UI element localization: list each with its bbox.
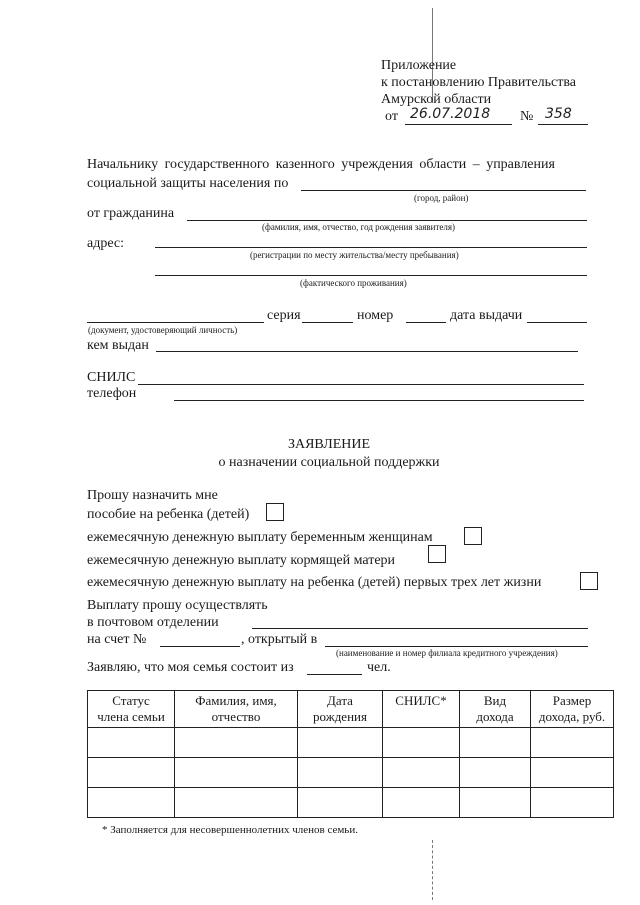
option-pregnant-checkbox[interactable] bbox=[464, 527, 482, 545]
actual-address-hint: (фактического проживания) bbox=[300, 278, 407, 288]
table-cell[interactable] bbox=[88, 788, 175, 818]
table-cell[interactable] bbox=[531, 728, 614, 758]
table-cell[interactable] bbox=[298, 788, 383, 818]
post-office-field[interactable] bbox=[252, 628, 588, 629]
statement-subtitle: о назначении социальной поддержки bbox=[218, 455, 440, 470]
table-cell[interactable] bbox=[460, 758, 531, 788]
citizen-field[interactable] bbox=[187, 220, 587, 221]
table-header-row bbox=[88, 691, 614, 728]
payment-intro: Выплату прошу осуществлять bbox=[87, 598, 268, 613]
table-cell[interactable] bbox=[383, 788, 460, 818]
snils-label: СНИЛС bbox=[87, 370, 136, 385]
appendix-date-handwritten: 26.07.2018 bbox=[410, 106, 491, 122]
table-cell[interactable] bbox=[531, 758, 614, 788]
number-label: номер bbox=[357, 308, 394, 323]
option-pregnant-label: ежемесячную денежную выплату беременным женщинам bbox=[87, 530, 433, 545]
table-cell[interactable] bbox=[88, 758, 175, 788]
issued-by-label: кем выдан bbox=[87, 338, 149, 353]
table-cell[interactable] bbox=[88, 728, 175, 758]
issue-date-field[interactable] bbox=[527, 322, 587, 323]
option-child-benefit-label: пособие на ребенка (детей) bbox=[87, 507, 250, 522]
district-hint: (город, район) bbox=[414, 193, 469, 203]
table-cell[interactable] bbox=[298, 758, 383, 788]
table-cell[interactable] bbox=[460, 788, 531, 818]
appendix-region: Амурской области bbox=[381, 92, 492, 107]
table-row bbox=[88, 788, 614, 818]
citizen-hint: (фамилия, имя, отчество, год рождения заявителя) bbox=[262, 222, 456, 232]
option-nursing-checkbox[interactable] bbox=[428, 545, 446, 563]
document-field[interactable] bbox=[87, 322, 264, 323]
document-hint: (документ, удостоверяющий личность) bbox=[88, 325, 238, 335]
addressee-line2: социальной защиты населения по bbox=[87, 176, 289, 191]
post-office-label: в почтовом отделении bbox=[87, 615, 219, 630]
family-suffix: чел. bbox=[367, 660, 391, 675]
header-income-amount: Размер дохода, руб. bbox=[531, 691, 614, 728]
account-field[interactable] bbox=[160, 646, 240, 647]
from-citizen-label: от гражданина bbox=[87, 206, 175, 221]
appendix-number-prefix: № bbox=[520, 109, 534, 124]
series-label: серия bbox=[267, 308, 301, 323]
series-field[interactable] bbox=[302, 322, 353, 323]
district-field[interactable] bbox=[301, 190, 586, 191]
header-birth-date: Дата рождения bbox=[298, 691, 383, 728]
table-cell[interactable] bbox=[460, 728, 531, 758]
bank-hint: (наименование и номер филиала кредитного учреждения) bbox=[336, 648, 558, 658]
option-child-benefit-checkbox[interactable] bbox=[266, 503, 284, 521]
appendix-date-prefix: от bbox=[385, 109, 398, 124]
snils-field[interactable] bbox=[138, 384, 584, 385]
table-cell[interactable] bbox=[175, 728, 298, 758]
header-status: Статус члена семьи bbox=[88, 691, 175, 728]
header-snils: СНИЛС* bbox=[383, 691, 460, 728]
addressee-line1: Начальнику государственного казенного учреждения области – управления bbox=[87, 157, 555, 172]
statement-title: ЗАЯВЛЕНИЕ bbox=[287, 437, 371, 452]
address-label: адрес: bbox=[87, 236, 125, 251]
option-infant-checkbox[interactable] bbox=[580, 572, 598, 590]
option-nursing-label: ежемесячную денежную выплату кормящей матери bbox=[87, 553, 396, 568]
issued-by-field[interactable] bbox=[156, 351, 578, 352]
table-row bbox=[88, 758, 614, 788]
table-cell[interactable] bbox=[175, 758, 298, 788]
request-intro: Прошу назначить мне bbox=[87, 488, 218, 503]
table-cell[interactable] bbox=[175, 788, 298, 818]
option-infant-label: ежемесячную денежную выплату на ребенка (детей) первых трех лет жизни bbox=[87, 575, 542, 590]
footnote: * Заполняется для несовершеннолетних членов семьи. bbox=[102, 824, 358, 836]
fold-line-bottom bbox=[432, 840, 433, 900]
number-field[interactable] bbox=[406, 322, 446, 323]
phone-label: телефон bbox=[87, 386, 137, 401]
bank-field[interactable] bbox=[325, 646, 588, 647]
registration-address-field[interactable] bbox=[155, 247, 587, 248]
appendix-title: Приложение bbox=[381, 58, 457, 73]
table-row bbox=[88, 728, 614, 758]
date-underline bbox=[405, 124, 512, 125]
header-income-type: Вид дохода bbox=[460, 691, 531, 728]
table-cell[interactable] bbox=[383, 758, 460, 788]
family-size-field[interactable] bbox=[307, 674, 362, 675]
table-cell[interactable] bbox=[531, 788, 614, 818]
table-cell[interactable] bbox=[383, 728, 460, 758]
family-members-table bbox=[87, 690, 614, 818]
registration-address-hint: (регистрации по месту жительства/месту пребывания) bbox=[250, 250, 459, 260]
actual-address-field[interactable] bbox=[155, 275, 587, 276]
table-cell[interactable] bbox=[298, 728, 383, 758]
appendix-decree: к постановлению Правительства bbox=[381, 75, 577, 90]
header-full-name: Фамилия, имя, отчество bbox=[175, 691, 298, 728]
account-label: на счет № bbox=[87, 632, 147, 647]
opened-in-label: , открытый в bbox=[241, 632, 318, 647]
number-underline bbox=[538, 124, 588, 125]
family-prefix: Заявляю, что моя семья состоит из bbox=[87, 660, 294, 675]
issue-date-label: дата выдачи bbox=[450, 308, 523, 323]
appendix-number-handwritten: 358 bbox=[545, 106, 572, 122]
phone-field[interactable] bbox=[174, 400, 584, 401]
